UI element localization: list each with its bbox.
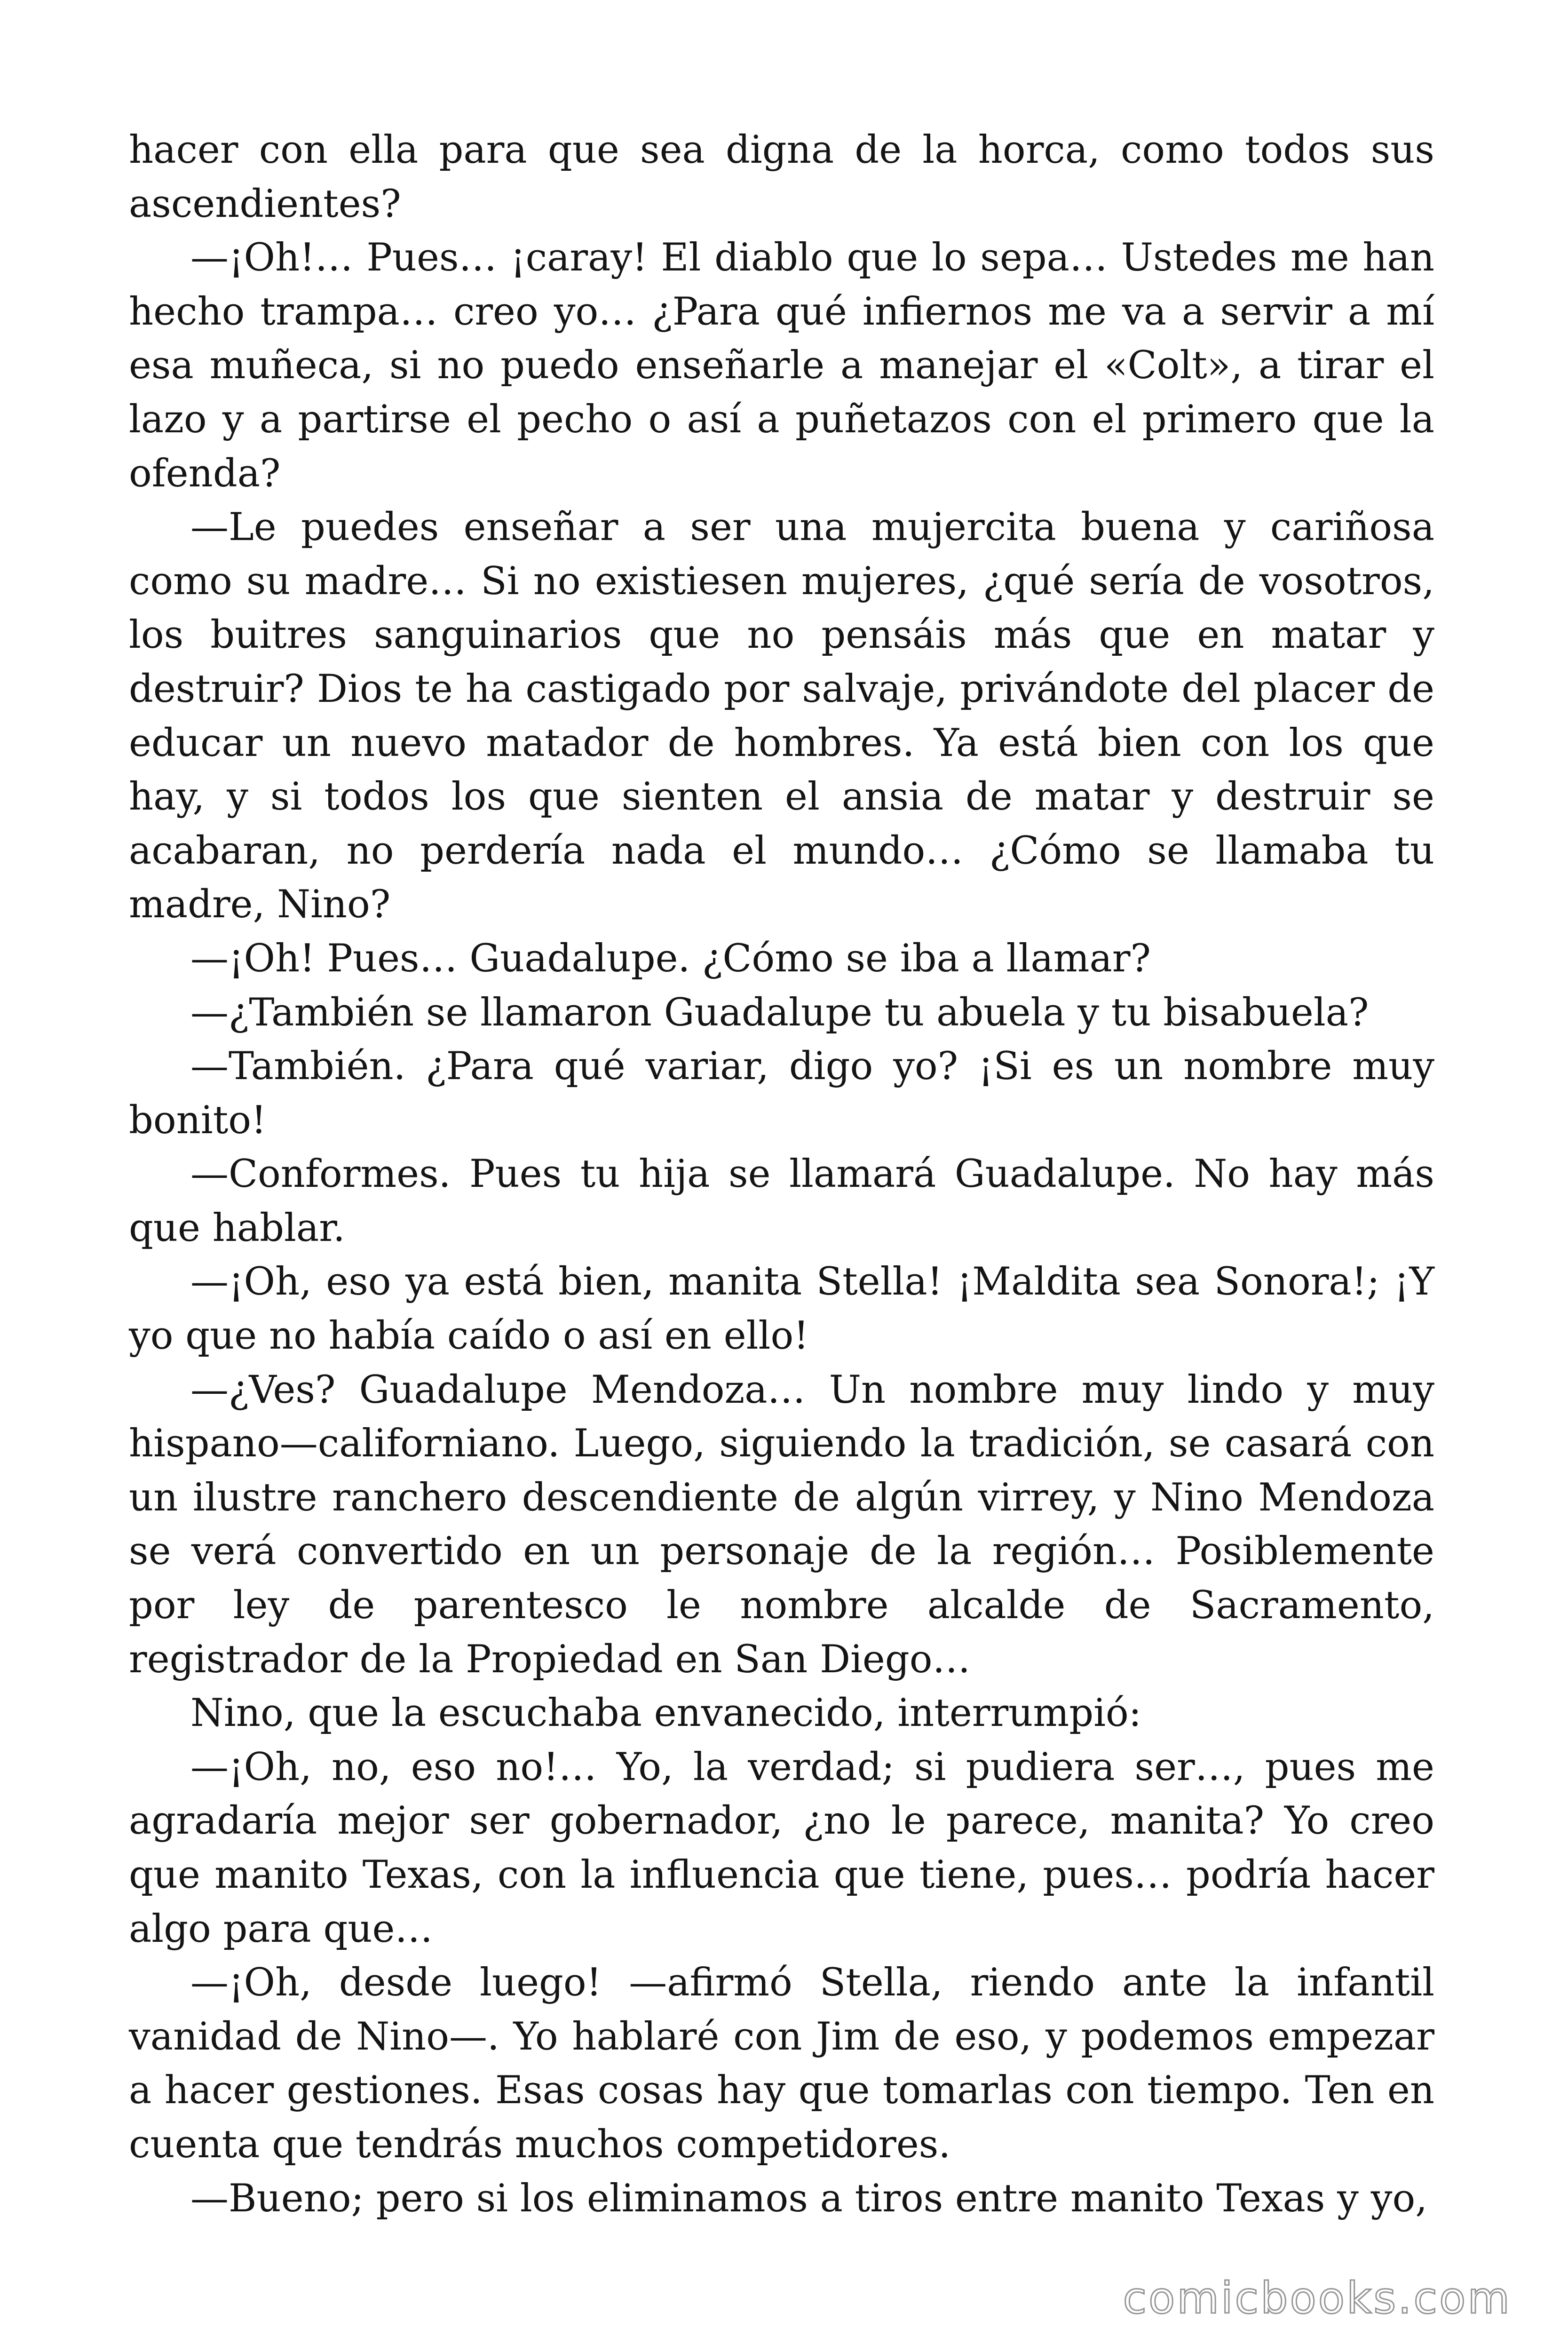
paragraph: Nino, que la escuchaba envanecido, interrumpió: xyxy=(190,1691,1142,1736)
paragraph: —Conformes. Pues tu hija se llamará Guadalupe. No hay más que hablar. xyxy=(129,1152,1434,1250)
paragraph: —¡Oh! Pues… Guadalupe. ¿Cómo se iba a llamar? xyxy=(190,936,1151,981)
paragraph: —¡Oh, eso ya está bien, manita Stella! ¡Maldita sea Sonora!; ¡Y yo que no había caído o así en ello! xyxy=(129,1260,1434,1359)
paragraph: —Bueno; pero si los eliminamos a tiros entre manito Texas y yo, xyxy=(190,2176,1427,2221)
paragraph: —¿Ves? Guadalupe Mendoza… Un nombre muy lindo y muy hispano—californiano. Luego, siguiendo la tradición, se casará con un ilustre ranchero descendiente de algún virrey, y Nino Mendoza se verá convertido en un personaje de la región… Posiblemente por ley de parentesco le nombre alcalde de Sacramento, registrador de la Propiedad en San Diego… xyxy=(129,1367,1434,1682)
paragraph: —¿También se llamaron Guadalupe tu abuela y tu bisabuela? xyxy=(190,990,1369,1035)
page-text xyxy=(129,123,1434,2225)
paragraph: hacer con ella para que sea digna de la horca, como todos sus ascendientes? xyxy=(129,128,1434,226)
paragraph: —¡Oh!… Pues… ¡caray! El diablo que lo sepa… Ustedes me han hecho trampa… creo yo… ¿Para qué infiernos me va a servir a mí esa muñeca, si no puedo enseñarle a manejar el «Colt», a tirar el lazo y a partirse el pecho o así a puñetazos con el primero que la ofenda? xyxy=(129,236,1434,496)
paragraph: —También. ¿Para qué variar, digo yo? ¡Si es un nombre muy bonito! xyxy=(129,1044,1434,1143)
paragraph: —¡Oh, desde luego! —afirmó Stella, riendo ante la infantil vanidad de Nino—. Yo hablaré con Jim de eso, y podemos empezar a hacer gestiones. Esas cosas hay que tomarlas con tiempo. Ten en cuenta que tendrás muchos competidores. xyxy=(129,1961,1434,2167)
watermark: comicbooks.com xyxy=(1123,2273,1512,2323)
paragraph: —¡Oh, no, eso no!… Yo, la verdad; si pudiera ser…, pues me agradaría mejor ser gobernador, ¿no le parece, manita? Yo creo que manito Texas, con la influencia que tiene, pues… podría hacer algo para que… xyxy=(129,1745,1434,1951)
paragraph: —Le puedes enseñar a ser una mujercita buena y cariñosa como su madre… Si no existiesen mujeres, ¿qué sería de vosotros, los buitres sanguinarios que no pensáis más que en matar y destruir? Dios te ha castigado por salvaje, privándote del placer de educar un nuevo matador de hombres. Ya está bien con los que hay, y si todos los que sienten el ansia de matar y destruir se acabaran, no perdería nada el mundo… ¿Cómo se llamaba tu madre, Nino? xyxy=(129,505,1434,927)
